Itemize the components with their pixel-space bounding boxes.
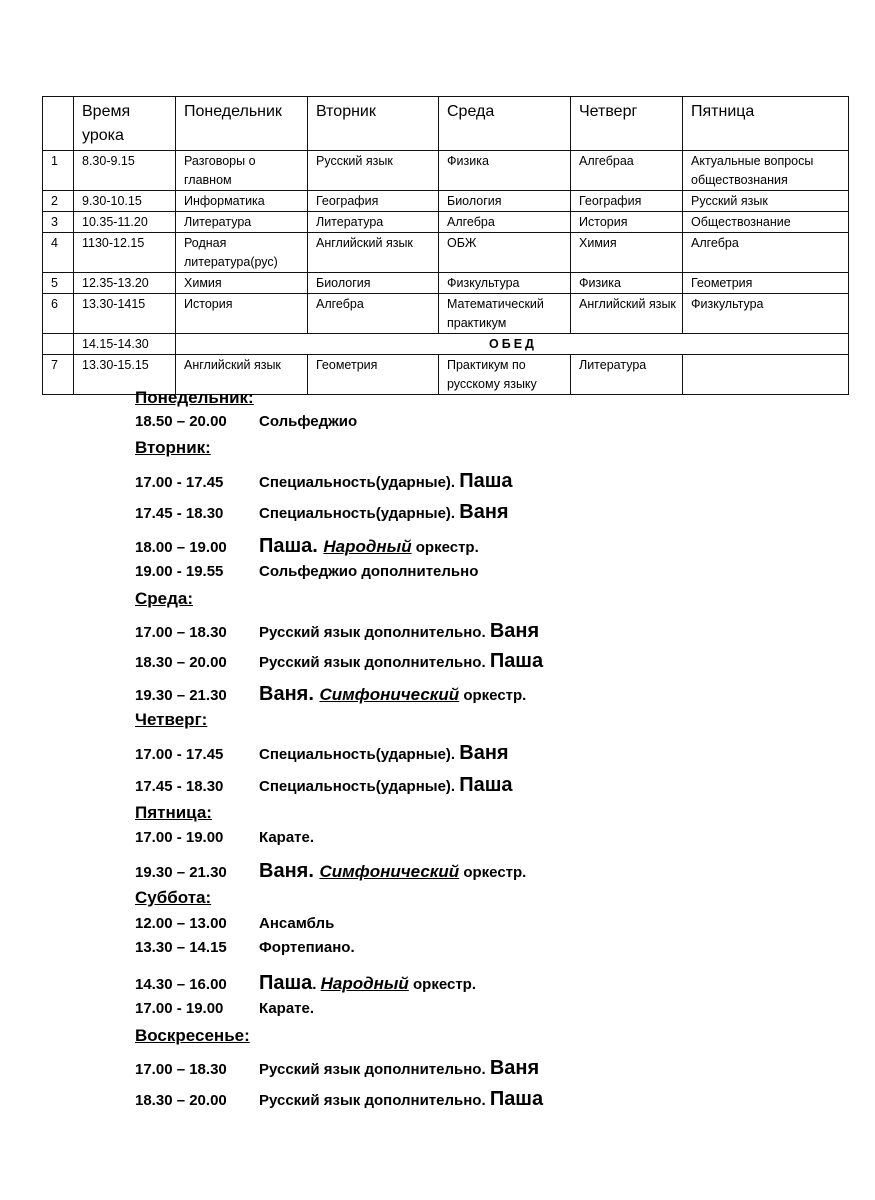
activity-text: Специальность(ударные).: [259, 778, 460, 795]
table-cell: Актуальные вопросы обществознания: [683, 151, 849, 191]
table-cell: История: [176, 294, 308, 334]
table-cell: Алгебра: [439, 212, 571, 233]
table-cell: Физика: [571, 273, 683, 294]
schedule-item: [135, 1000, 314, 1017]
item-time: 18.00 – 19.00: [135, 539, 227, 556]
schedule-item: [135, 915, 334, 932]
schedule-item: [135, 563, 478, 580]
table-cell: 5: [43, 273, 74, 294]
activity-text: Русский язык дополнительно.: [259, 1061, 490, 1078]
table-cell: Литература: [176, 212, 308, 233]
table-cell: 3: [43, 212, 74, 233]
table-cell: Русский язык: [308, 151, 439, 191]
student-name: Ваня.: [259, 860, 320, 882]
table-cell: 13.30-1415: [74, 294, 176, 334]
schedule-item: [135, 829, 314, 846]
schedule-item: [135, 535, 479, 558]
orchestra-type: Народный: [320, 974, 409, 993]
table-cell: Литература: [308, 212, 439, 233]
activity-text: Карате.: [259, 829, 315, 846]
item-time: 18.30 – 20.00: [135, 654, 227, 671]
day-heading: Суббота:: [135, 888, 212, 907]
table-cell: [43, 334, 74, 355]
table-cell: Алгебра: [308, 294, 439, 334]
table-cell: [683, 355, 849, 395]
table-cell: Английский язык: [308, 233, 439, 273]
table-cell: Химия: [571, 233, 683, 273]
activity-text: Специальность(ударные).: [259, 505, 460, 522]
activity-text: оркестр.: [411, 539, 479, 556]
day-heading: Пятница:: [135, 803, 212, 822]
item-time: 19.30 – 21.30: [135, 864, 227, 881]
table-cell: Русский язык: [683, 191, 849, 212]
lunch-time: 14.15-14.30: [74, 334, 176, 355]
table-cell: Физкультура: [683, 294, 849, 334]
student-name: Паша: [459, 774, 513, 796]
activity-text: Специальность(ударные).: [259, 746, 460, 763]
table-cell: 4: [43, 233, 74, 273]
student-name: Паша: [259, 972, 313, 994]
table-cell: Алгебраа: [571, 151, 683, 191]
table-cell: Английский язык: [571, 294, 683, 334]
activity-text: .: [312, 976, 321, 993]
activity-text: оркестр.: [408, 976, 476, 993]
activity-text: Специальность(ударные).: [259, 474, 460, 491]
student-name: Паша.: [259, 535, 324, 557]
day-heading: Понедельник:: [135, 388, 254, 407]
table-cell: Физкультура: [439, 273, 571, 294]
table-row: [43, 212, 849, 233]
table-header-row: [43, 97, 849, 151]
item-time: 18.50 – 20.00: [135, 413, 227, 430]
item-time: 13.30 – 14.15: [135, 939, 227, 956]
table-cell: 6: [43, 294, 74, 334]
student-name: Паша: [489, 650, 544, 672]
orchestra-type: Народный: [323, 537, 412, 556]
table-cell: Родная литература(рус): [176, 233, 308, 273]
activity-text: Ансамбль: [259, 915, 335, 932]
item-time: 17.00 - 19.00: [135, 1000, 224, 1017]
table-cell: Геометрия: [683, 273, 849, 294]
table-cell: 8.30-9.15: [74, 151, 176, 191]
activity-text: Фортепиано.: [259, 939, 355, 956]
table-cell: 10.35-11.20: [74, 212, 176, 233]
table-cell: Литература: [571, 355, 683, 395]
header-cell: Пятница: [683, 97, 849, 151]
student-name: Ваня: [459, 501, 509, 523]
table-cell: Химия: [176, 273, 308, 294]
student-name: Ваня: [489, 620, 540, 642]
table-row: [43, 151, 849, 191]
schedule-item: [135, 972, 476, 995]
activity-text: Карате.: [259, 1000, 315, 1017]
table-cell: История: [571, 212, 683, 233]
table-cell: География: [308, 191, 439, 212]
table-row: [43, 233, 849, 273]
item-time: 17.45 - 18.30: [135, 505, 224, 522]
student-name: Ваня.: [259, 683, 320, 705]
table-cell: 2: [43, 191, 74, 212]
activity-text: Сольфеджио дополнительно: [259, 563, 479, 580]
student-name: Ваня: [459, 742, 509, 764]
table-cell: Английский язык: [176, 355, 308, 395]
schedule-item: [135, 939, 355, 956]
orchestra-type: Симфонический: [319, 685, 460, 704]
header-cell: Время урока: [74, 97, 176, 151]
lunch-label: ОБЕД: [176, 334, 849, 355]
item-time: 17.00 - 19.00: [135, 829, 224, 846]
table-cell: Практикум по русскому языку: [439, 355, 571, 395]
item-time: 19.00 - 19.55: [135, 563, 224, 580]
table-cell: 1130-12.15: [74, 233, 176, 273]
schedule-item: [135, 1088, 543, 1111]
table-cell: География: [571, 191, 683, 212]
schedule-item: [135, 683, 526, 706]
table-cell: Информатика: [176, 191, 308, 212]
day-heading: Четверг:: [135, 710, 208, 729]
student-name: Паша: [489, 1088, 544, 1110]
activity-text: Сольфеджио: [259, 413, 358, 430]
table-cell: 12.35-13.20: [74, 273, 176, 294]
table-cell: Алгебра: [683, 233, 849, 273]
table-row: [43, 294, 849, 334]
activity-text: оркестр.: [459, 687, 527, 704]
table-cell: Геометрия: [308, 355, 439, 395]
table-cell: Физика: [439, 151, 571, 191]
table-row: [43, 191, 849, 212]
activity-text: Русский язык дополнительно.: [259, 1092, 490, 1109]
orchestra-type: Симфонический: [319, 862, 460, 881]
schedule-item: [135, 860, 526, 883]
activity-text: оркестр.: [459, 864, 527, 881]
item-time: 17.00 - 17.45: [135, 474, 224, 491]
item-time: 14.30 – 16.00: [135, 976, 227, 993]
item-time: 17.00 – 18.30: [135, 624, 227, 641]
table-cell: Разговоры о главном: [176, 151, 308, 191]
activity-text: Русский язык дополнительно.: [259, 624, 490, 641]
item-time: 12.00 – 13.00: [135, 915, 227, 932]
header-cell: Среда: [439, 97, 571, 151]
activity-text: Русский язык дополнительно.: [259, 654, 490, 671]
table-cell: 13.30-15.15: [74, 355, 176, 395]
table-cell: Биология: [439, 191, 571, 212]
school-timetable: [42, 96, 849, 395]
lunch-row: [43, 334, 849, 355]
table-cell: 9.30-10.15: [74, 191, 176, 212]
item-time: 17.45 - 18.30: [135, 778, 224, 795]
student-name: Паша: [459, 470, 513, 492]
table-row: [43, 273, 849, 294]
schedule-item: [135, 620, 539, 643]
table-cell: Математический практикум: [439, 294, 571, 334]
item-time: 18.30 – 20.00: [135, 1092, 227, 1109]
header-cell: Вторник: [308, 97, 439, 151]
table-cell: Обществознание: [683, 212, 849, 233]
day-heading: Воскресенье:: [135, 1026, 250, 1045]
schedule-item: [135, 1057, 539, 1080]
schedule-item: [135, 650, 543, 673]
header-cell: [43, 97, 74, 151]
header-cell: Понедельник: [176, 97, 308, 151]
item-time: 17.00 – 18.30: [135, 1061, 227, 1078]
table-cell: 7: [43, 355, 74, 395]
table-cell: 1: [43, 151, 74, 191]
schedule-item: [135, 774, 513, 797]
table-cell: ОБЖ: [439, 233, 571, 273]
schedule-item: [135, 742, 509, 765]
schedule-item: [135, 470, 513, 493]
day-heading: Вторник:: [135, 438, 211, 457]
schedule-item: [135, 501, 509, 524]
header-cell: Четверг: [571, 97, 683, 151]
item-time: 17.00 - 17.45: [135, 746, 224, 763]
day-heading: Среда:: [135, 589, 194, 608]
schedule-item: [135, 413, 357, 430]
table-cell: Биология: [308, 273, 439, 294]
item-time: 19.30 – 21.30: [135, 687, 227, 704]
student-name: Ваня: [489, 1057, 540, 1079]
